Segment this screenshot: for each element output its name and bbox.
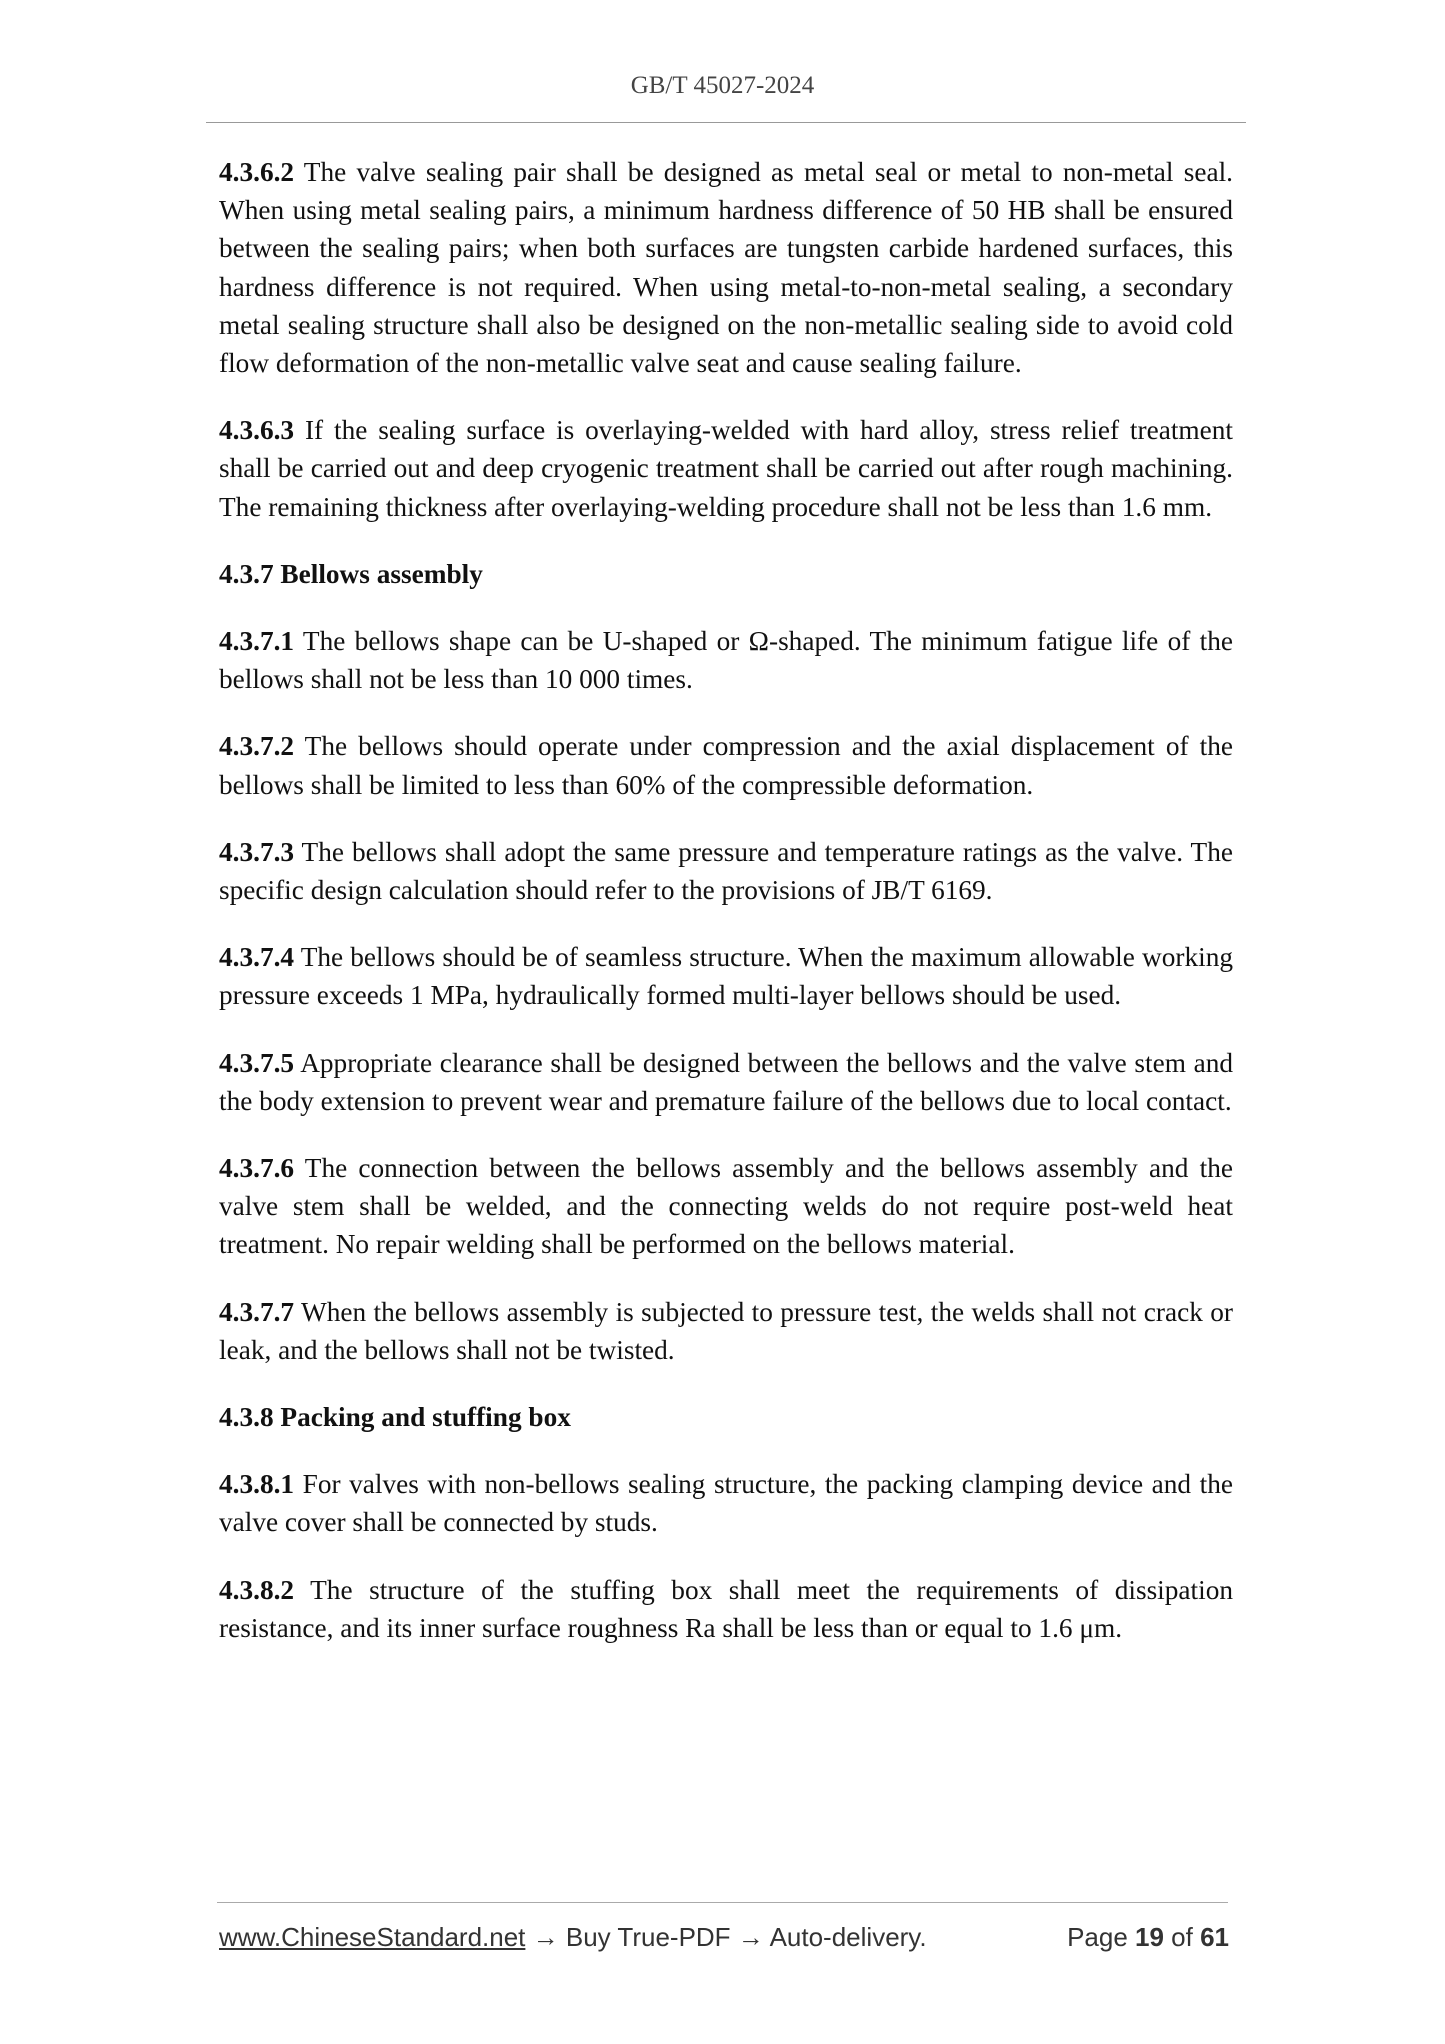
clause-text: If the sealing surface is overlaying-welded with hard alloy, stress relief treatment shall be carried out and deep cryogenic treatment shall be carried out after rough machining. The remaining thickness after overlaying-welding procedure shall not be less than 1.6 mm. — [219, 415, 1233, 522]
clause-4-3-7-2 — [219, 727, 1233, 803]
clause-text: For valves with non-bellows sealing structure, the packing clamping device and the valve cover shall be connected by studs. — [219, 1469, 1233, 1538]
current-page-number: 19 — [1135, 1922, 1164, 1952]
clause-text: When the bellows assembly is subjected to pressure test, the welds shall not crack or leak, and the bellows shall not be twisted. — [219, 1296, 1233, 1365]
clause-text: The bellows shape can be U-shaped or Ω-shaped. The minimum fatigue life of the bellows shall not be less than 10 000 times. — [219, 626, 1233, 695]
clause-number: 4.3.6.3 — [219, 415, 295, 446]
footer-promo — [219, 1922, 927, 1953]
clause-number: 4.3.8.2 — [219, 1574, 295, 1605]
document-body — [219, 153, 1233, 1676]
clause-text: The valve sealing pair shall be designed as metal seal or metal to non-metal seal. When using metal sealing pairs, a minimum hardness difference of 50 HB shall be ensured between the sealing pairs; when both surfaces are tungsten carbide hardened surfaces, this hardness difference is not required. When using metal-to-non-metal sealing, a secondary metal sealing structure shall also be designed on the non-metallic sealing side to avoid cold flow deformation of the non-metallic valve seat and cause sealing failure. — [219, 157, 1233, 379]
footer-promo-text: → Buy True-PDF → Auto-delivery. — [525, 1922, 927, 1952]
page-header-title: GB/T 45027-2024 — [630, 72, 815, 99]
clause-4-3-7-5 — [219, 1044, 1233, 1120]
of-label: of — [1163, 1922, 1201, 1952]
clause-number: 4.3.7.7 — [219, 1296, 295, 1327]
footer-divider — [217, 1902, 1228, 1903]
clause-text: The bellows should be of seamless structure. When the maximum allowable working pressure exceeds 1 MPa, hydraulically formed multi-layer bellows should be used. — [219, 942, 1233, 1011]
clause-4-3-6-2 — [219, 153, 1233, 382]
clause-number: 4.3.8.1 — [219, 1469, 295, 1500]
total-pages-number: 61 — [1200, 1922, 1229, 1952]
clause-4-3-7-3 — [219, 833, 1233, 909]
clause-number: 4.3.7.4 — [219, 942, 295, 973]
clause-text: The connection between the bellows assembly and the bellows assembly and the valve stem shall be welded, and the connecting welds do not require post-weld heat treatment. No repair welding shall be performed on the bellows material. — [219, 1153, 1233, 1260]
clause-4-3-8-1 — [219, 1465, 1233, 1541]
clause-4-3-8-2 — [219, 1571, 1233, 1647]
clause-number: 4.3.7.5 — [219, 1047, 295, 1078]
clause-4-3-6-3 — [219, 411, 1233, 526]
page-indicator — [1067, 1922, 1229, 1953]
clause-number: 4.3.7.2 — [219, 731, 295, 762]
clause-number: 4.3.6.2 — [219, 157, 295, 187]
clause-text: The structure of the stuffing box shall meet the requirements of dissipation resistance, and its inner surface roughness Ra shall be less than or equal to 1.6 μm. — [219, 1574, 1233, 1643]
clause-text: The bellows should operate under compression and the axial displacement of the bellows shall be limited to less than 60% of the compressible deformation. — [219, 731, 1233, 800]
section-heading-bellows-assembly: 4.3.7 Bellows assembly — [219, 558, 483, 589]
clause-number: 4.3.7.1 — [219, 626, 295, 657]
website-link[interactable]: www.ChineseStandard.net — [219, 1922, 526, 1952]
clause-4-3-7-6 — [219, 1149, 1233, 1264]
header-divider — [206, 122, 1246, 123]
clause-4-3-7-7 — [219, 1293, 1233, 1369]
section-heading-packing-stuffing-box: 4.3.8 Packing and stuffing box — [219, 1402, 571, 1433]
page-label: Page — [1067, 1922, 1136, 1952]
clause-text: The bellows shall adopt the same pressure and temperature ratings as the valve. The specific design calculation should refer to the provisions of JB/T 6169. — [219, 836, 1233, 906]
clause-text: Appropriate clearance shall be designed between the bellows and the valve stem and the body extension to prevent wear and premature failure of the bellows due to local contact. — [219, 1047, 1233, 1116]
clause-number: 4.3.7.3 — [219, 836, 295, 867]
clause-4-3-7-1 — [219, 622, 1233, 698]
clause-number: 4.3.7.6 — [219, 1153, 295, 1184]
clause-4-3-7-4 — [219, 938, 1233, 1014]
